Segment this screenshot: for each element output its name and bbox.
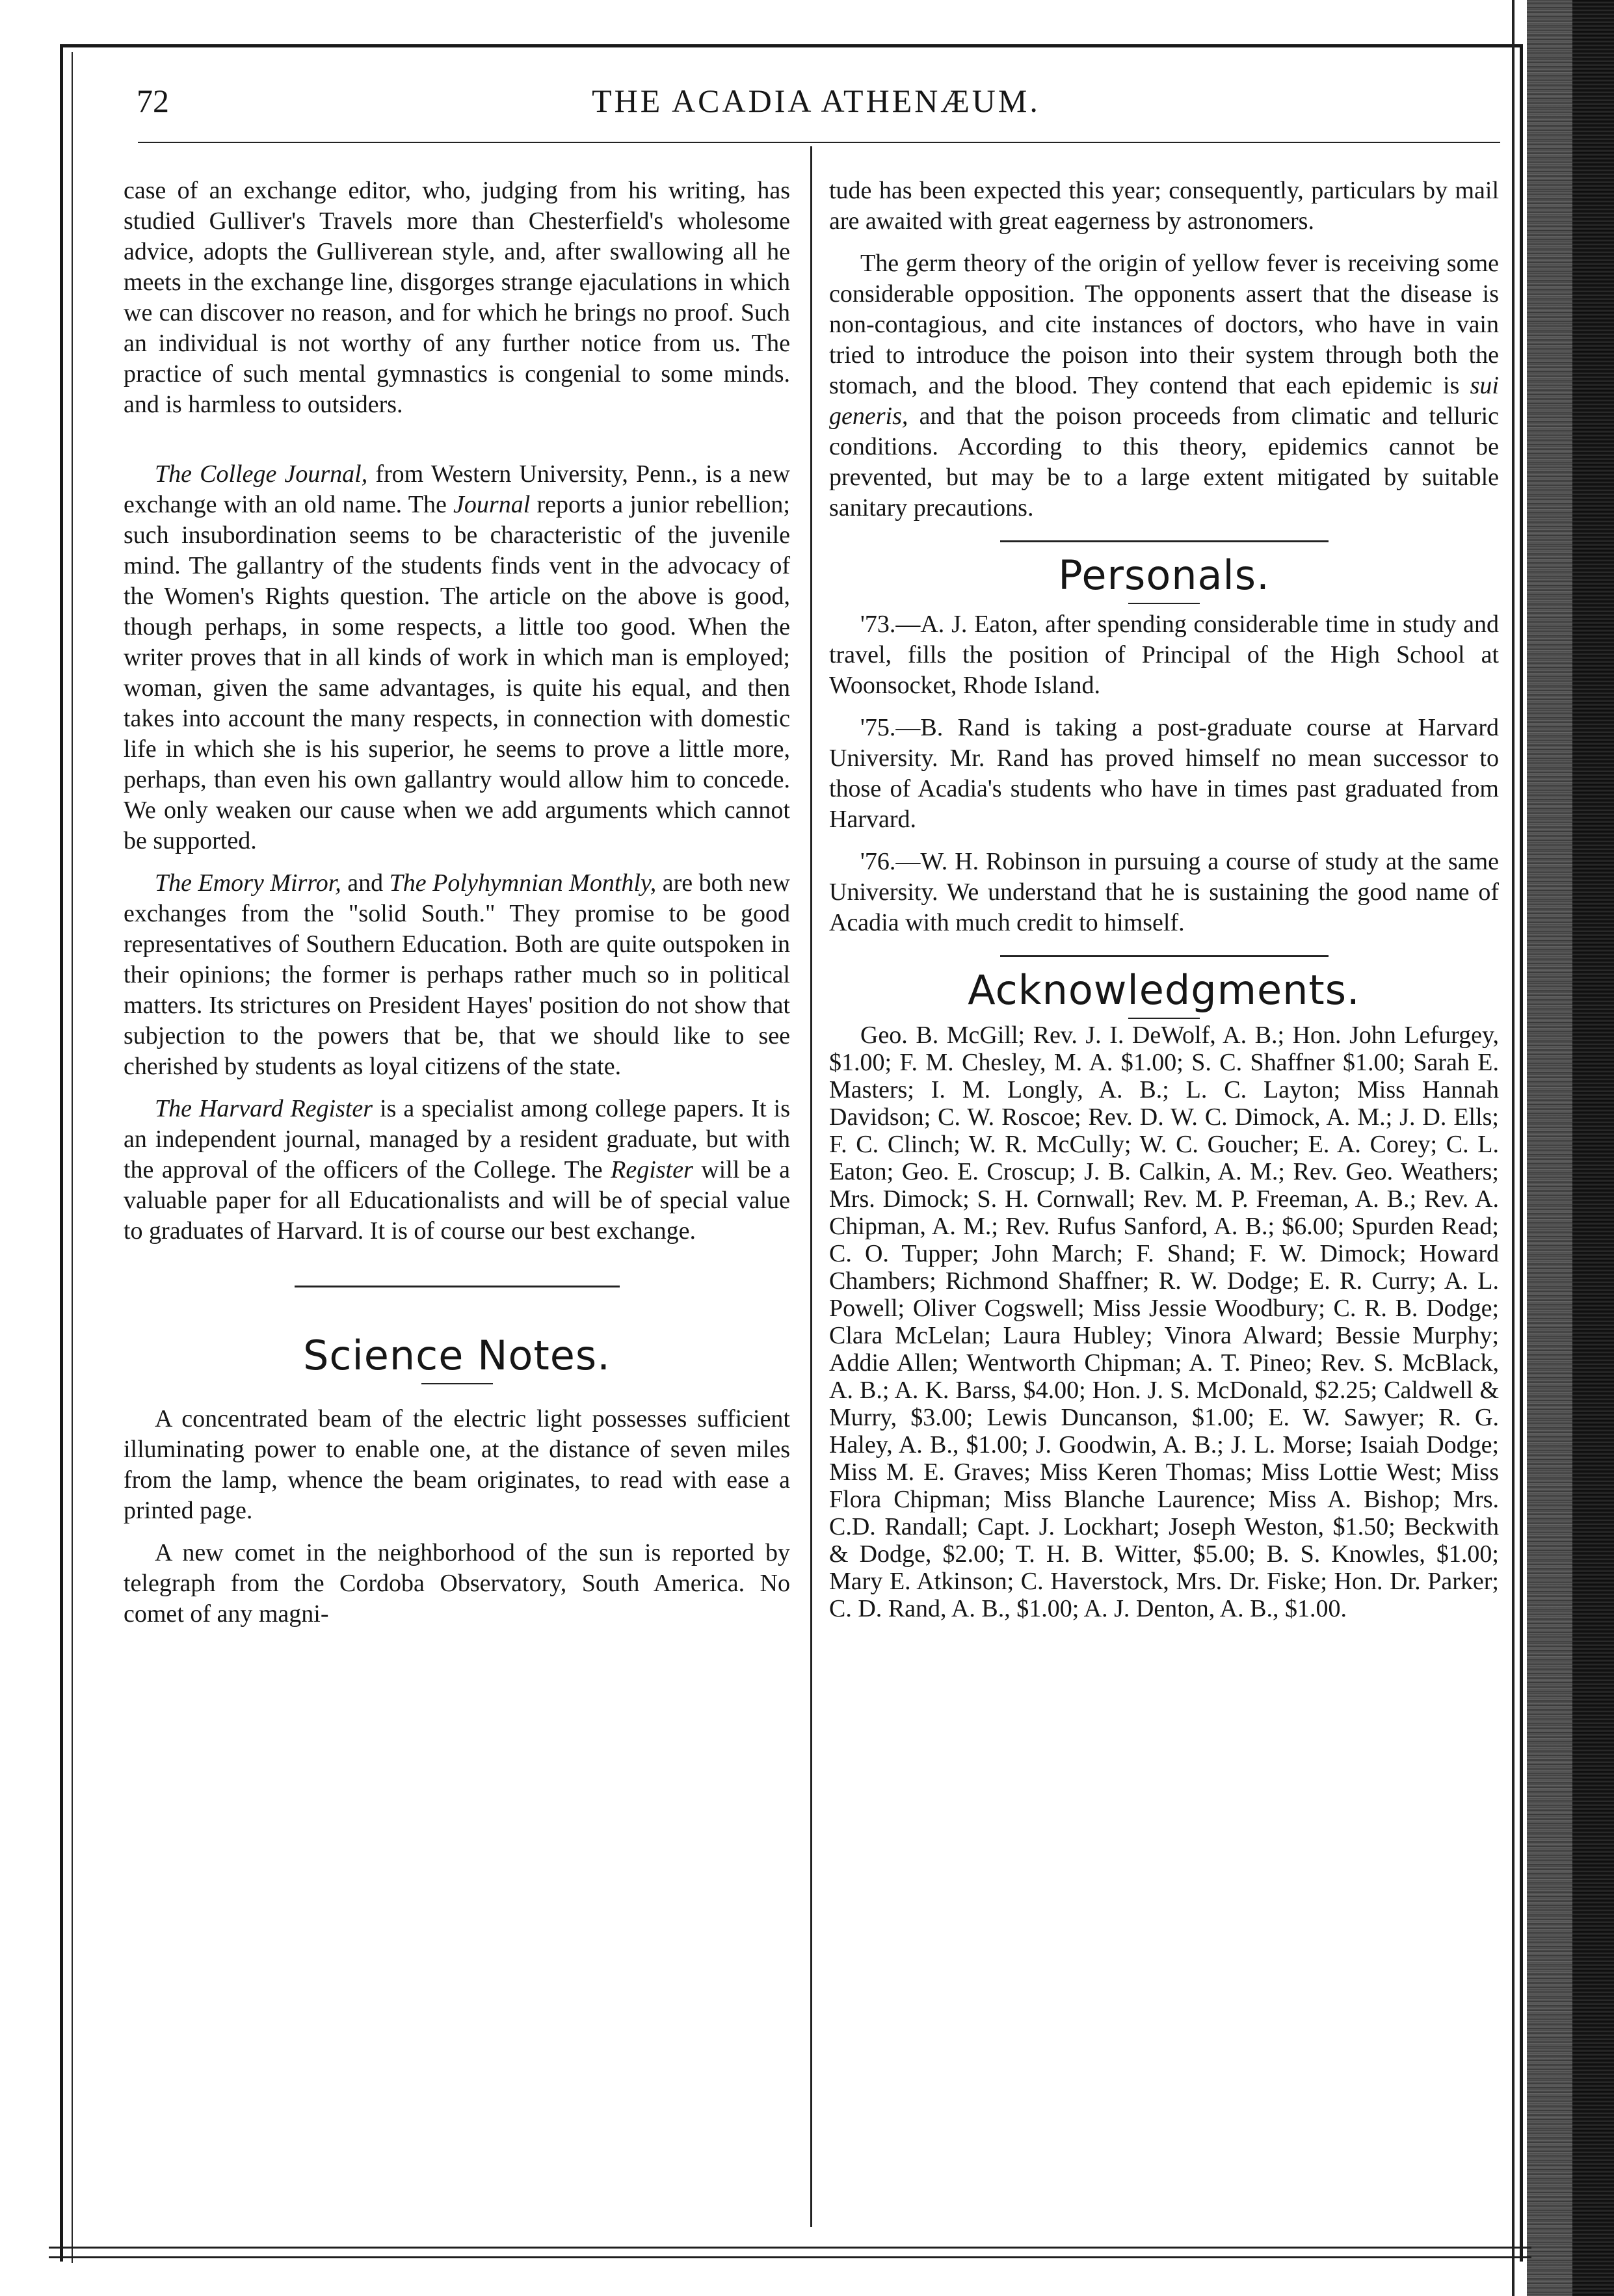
yellow-fever-paragraph: The germ theory of the origin of yellow fever is receiving some considerable opposition. The opponents assert that the disease is non-contagious, and cite instances of doctors, who have in vain tried to introduce the poison into their system through both the stomach, and the blood. They contend that each epidemic is sui generis, and that the poison proceeds from climatic and telluric conditions. According to this theory, epidemics cannot be prevented, but may be to a large extent mitigated by suitable sanitary precautions. [829, 250, 1499, 521]
personal-entry: '75.—B. Rand is taking a post-graduate course at Harvard University. Mr. Rand has proved himself no mean successor to those of Acadia's students who have in times past graduated from Harvard. [829, 714, 1499, 833]
binding-edge-shadow [1527, 0, 1614, 2296]
science-notes-heading: Science Notes. [303, 1332, 611, 1379]
header-rule [138, 142, 1500, 143]
science-paragraph-2: A new comet in the neighborhood of the sun is reported by telegraph from the Cordoba Observatory, South America. No comet of any magni- [124, 1539, 790, 1628]
personal-entry: '76.—W. H. Robinson in pursuing a course of study at the same University. We understand that he is sustaining the good name of Acadia with much credit to himself. [829, 848, 1499, 936]
running-title: THE ACADIA ATHENÆUM. [592, 83, 1040, 119]
emory-mirror-paragraph: The Emory Mirror, and The Polyhymnian Monthly, are both new exchanges from the "solid South." They promise to be good representatives of Southern Education. Both are quite outspoken in their opinions; the former is perhaps rather much so in political matters. Its strictures on President Hayes' position do not show that subjection to the powers that be, that we should like to see cherished by students as loyal citizens of the state. [124, 869, 791, 1080]
exchange-paragraph-1: case of an exchange editor, who, judging from his writing, has studied Gulliver's Travels more than Chesterfield's wholesome advice, adopts the Gulliverean style, and, after swallowing all he meets in the exchange line, disgorges strange ejaculations in which we can discover no reason, and for which he brings no proof. Such an individual is not worthy of any further notice from us. The practice of such mental gymnastics is congenial to some minds. and is harmless to outsiders. [124, 177, 790, 418]
comet-continuation: tude has been expected this year; consequently, particulars by mail are awaited with great eagerness by astronomers. [829, 177, 1499, 235]
column-divider [810, 146, 812, 2227]
left-column [124, 176, 790, 1630]
binding-edge-line [1512, 0, 1515, 2296]
harvard-register-paragraph: The Harvard Register is a specialist among college papers. It is an independent journal, managed by a resident graduate, but with the approval of the officers of the College. The Register will be a valuable paper for all Educationalists and will be of special value to graduates of Harvard. It is of course our best exchange. [124, 1095, 790, 1245]
acknowledgments-heading: Acknowledgments. [968, 966, 1360, 1014]
college-journal-paragraph: The College Journal, from Western University, Penn., is a new exchange with an old name. The Journal reports a junior rebellion; such insubordination seems to be characteristic of the juvenile mind. The gallantry of the students finds vent in the advocacy of the Women's Rights question. The article on the above is good, though perhaps, in some respects, a little too good. When the writer proves that in all kinds of work in which man is employed; woman, given the same advantages, is quite his equal, and then takes into account the many respects, in connection with domestic life in which she is his superior, he seems to prove a little more, perhaps, than even his own gallantry would allow him to concede. We only weaken our cause when we add arguments which cannot be supported. [124, 460, 791, 854]
bottom-rule-lower [49, 2256, 1531, 2258]
right-column [829, 176, 1499, 1622]
college-journal-title: The College Journal, [155, 460, 368, 488]
page-header [130, 77, 1502, 129]
acknowledgments-list: Geo. B. McGill; Rev. J. I. DeWolf, A. B.; Hon. John Lefurgey, $1.00; F. M. Chesley, M. A. $1.00; S. C. Shaffner $1.00; Sarah E. Masters; I. M. Longly, A. B.; L. C. Layton; Miss Hannah Davidson; C. W. Roscoe; Rev. D. W. C. Dimock, A. M.; J. D. Ells; F. C. Clinch; W. R. McCully; W. C. Goucher; E. A. Corey; C. L. Eaton; Geo. E. Croscup; J. B. Calkin, A. M.; Rev. Geo. Weathers; Mrs. Dimock; S. H. Cornwall; Rev. M. P. Freeman, A. B.; Rev. A. Chipman, A. M.; Rev. Rufus Sanford, A. B.; $6.00; Spurden Read; C. O. Tupper; John March; F. Shand; F. W. Dimock; Howard Chambers; Richmond Shaffner; R. W. Dodge; E. R. Curry; A. L. Powell; Oliver Cogswell; Miss Jessie Woodbury; C. R. B. Dodge; Clara McLelan; Laura Hubley; Vinora Alward; Bessie Murphy; Addie Allen; Wentworth Chipman; A. T. Pineo; Rev. S. McBlack, A. B.; A. K. Barss, $4.00; Hon. J. S. McDonald, $2.25; Caldwell & Murry, $3.00; Lewis Duncanson, $1.00; E. W. Sawyer; R. G. Haley, A. B., $1.00; J. Goodwin, A. B.; J. L. Morse; Isaiah Dodge; Miss M. E. Graves; Miss Keren Thomas; Miss Lottie West; Miss Flora Chipman; Miss Blanche Laurence; Miss A. Bishop; Mrs. C.D. Randall; Capt. J. Lockhart; Joseph Weston, $1.50; Beckwith & Dodge, $2.00; T. H. B. Witter, $5.00; B. S. Knowles, $1.00; Mary E. Atkinson; C. Haverstock, Mrs. Dr. Fiske; Hon. Dr. Parker; C. D. Rand, A. B., $1.00; A. J. Denton, A. B., $1.00. [829, 1022, 1499, 1622]
bottom-rule-upper [49, 2247, 1531, 2249]
science-paragraph-1: A concentrated beam of the electric light possesses sufficient illuminating power to enable one, at the distance of seven miles from the lamp, whence the beam originates, to read with ease a printed page. [124, 1405, 790, 1524]
personals-heading: Personals. [1058, 551, 1270, 599]
personal-entry: '73.—A. J. Eaton, after spending considerable time in study and travel, fills the position of Principal of the High School at Woonsocket, Rhode Island. [829, 611, 1499, 699]
page-number: 72 [137, 83, 169, 119]
